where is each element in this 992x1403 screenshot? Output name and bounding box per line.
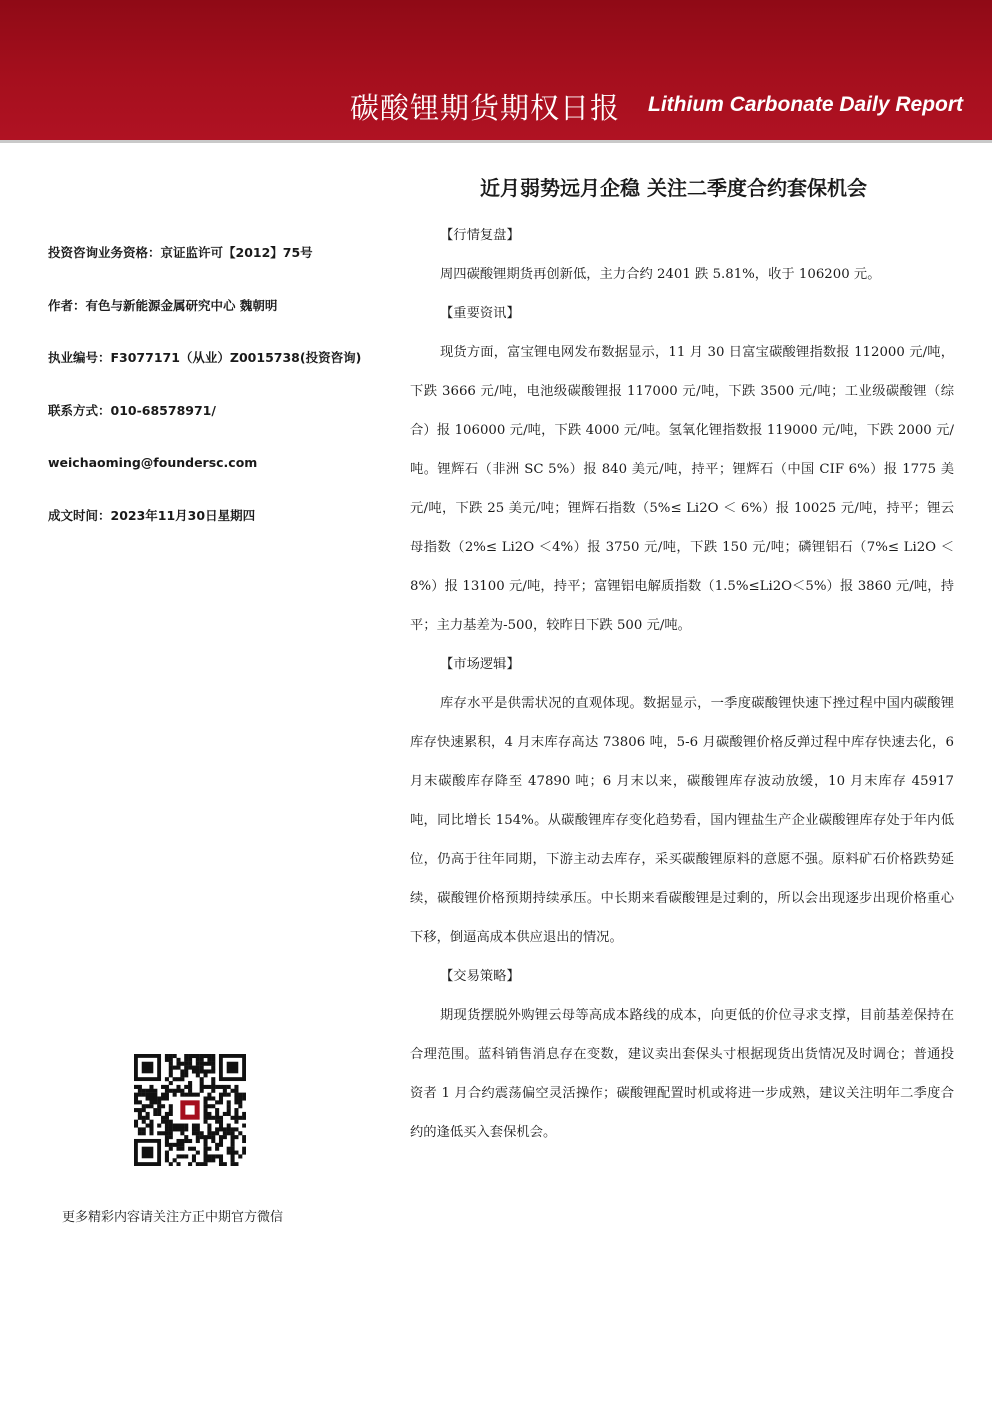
news-heading: 【重要资讯】 bbox=[440, 306, 520, 321]
header-banner bbox=[0, 0, 992, 140]
logic-text: 库存水平是供需状况的直观体现。数据显示，一季度碳酸锂快速下挫过程中国内碳酸锂库存快速累积，4 月末库存高达 73806 吨，5-6 月碳酸锂价格反弹过程中库存快速去化，6 月末碳酸库存降至 47890 吨；6 月末以来，碳酸锂库存波动放缓，10 月末库存 45917 吨，同比增长 154%。从碳酸锂库存变化趋势看，国内锂盐生产企业碳酸锂库存处于年内低位，仍高于往年同期，下游主动去库存，采买碳酸锂原料的意愿不强。原料矿石价格跌势延续，碳酸锂价格预期持续承压。中长期来看碳酸锂是过剩的，所以会出现逐步出现价格重心下移，倒逼高成本供应退出的情况。 bbox=[410, 696, 954, 945]
review-heading: 【行情复盘】 bbox=[440, 228, 520, 243]
header-divider bbox=[0, 140, 992, 143]
author-info-panel bbox=[48, 232, 388, 547]
date-line: 成文时间：2023年11月30日星期四 bbox=[48, 507, 256, 523]
qr-caption: 更多精彩内容请关注方正中期官方微信 bbox=[62, 1210, 284, 1225]
review-text: 周四碳酸锂期货再创新低，主力合约 2401 跌 5.81%，收于 106200 元。 bbox=[440, 267, 881, 282]
logic-heading: 【市场逻辑】 bbox=[440, 657, 520, 672]
wechat-qr-code[interactable] bbox=[134, 1054, 246, 1166]
report-title-cn: 碳酸锂期货期权日报 bbox=[350, 91, 621, 125]
contact-line: 联系方式：010-68578971/ bbox=[48, 402, 216, 418]
email-line[interactable]: weichaoming@foundersc.com bbox=[48, 455, 258, 470]
qualification-line: 投资咨询业务资格：京证监许可【2012】75号 bbox=[48, 245, 313, 260]
report-title-en: Lithium Carbonate Daily Report bbox=[648, 93, 964, 116]
license-line: 执业编号：F3077171（从业）Z0015738(投资咨询) bbox=[48, 350, 362, 365]
report-body bbox=[410, 216, 954, 1152]
author-line: 作者：有色与新能源金属研究中心 魏朝明 bbox=[48, 297, 278, 313]
strategy-text: 期现货摆脱外购锂云母等高成本路线的成本，向更低的价位寻求支撑，目前基差保持在合理范围。蓝科销售消息存在变数，建议卖出套保头寸根据现货出货情况及时调仓；普通投资者 1 月合约震荡偏空灵活操作；碳酸锂配置时机或将进一步成熟，建议关注明年二季度合约的逢低买入套保机会。 bbox=[410, 1008, 954, 1140]
qr-code-icon bbox=[134, 1054, 246, 1166]
article-title: 近月弱势远月企稳 关注二季度合约套保机会 bbox=[480, 176, 867, 200]
news-text: 现货方面，富宝锂电网发布数据显示，11 月 30 日富宝碳酸锂指数报 112000 元/吨，下跌 3666 元/吨，电池级碳酸锂报 117000 元/吨，下跌 3500 元/吨；工业级碳酸锂（综合）报 106000 元/吨，下跌 4000 元/吨。氢氧化锂指数报 119000 元/吨，下跌 2000 元/吨。锂辉石（非洲 SC 5%）报 840 美元/吨，持平；锂辉石（中国 CIF 6%）报 1775 美元/吨，下跌 25 美元/吨；锂辉石指数（5%≤ Li2O ＜ 6%）报 10025 元/吨，持平；锂云母指数（2%≤ Li2O ＜4%）报 3750 元/吨，下跌 150 元/吨；磷锂铝石（7%≤ Li2O ＜8%）报 13100 元/吨，持平；富锂铝电解质指数（1.5%≤Li2O＜5%）报 3860 元/吨，持平；主力基差为-500，较昨日下跌 500 元/吨。 bbox=[410, 345, 954, 633]
strategy-heading: 【交易策略】 bbox=[440, 969, 520, 984]
